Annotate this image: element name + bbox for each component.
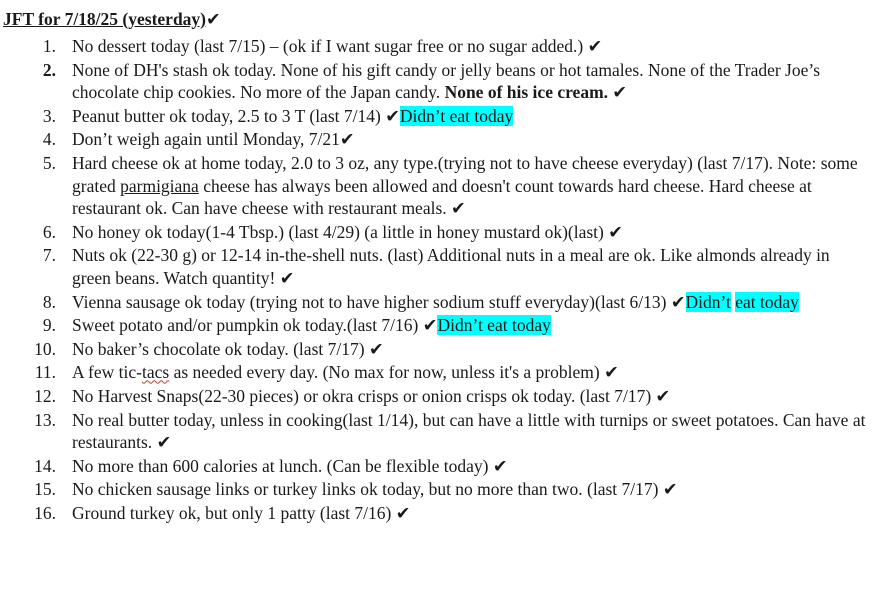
list-item-1: [0, 35, 872, 59]
item-number: 7.: [42, 245, 56, 266]
item-text: No Harvest Snaps(22-30 pieces) or okra crisps or onion crisps ok today. (last 7/17): [72, 385, 652, 406]
list-item-9: [0, 314, 872, 338]
check-icon: ✔: [385, 106, 400, 127]
item-number: 8.: [42, 291, 56, 312]
check-icon: ✔: [368, 339, 384, 360]
check-icon: ✔: [655, 386, 671, 407]
spellcheck-word: tacs: [141, 362, 170, 383]
item-text: No chicken sausage links or turkey links ok today, but no more than two. (last 7/17): [72, 479, 659, 500]
item-number: 9.: [42, 315, 56, 336]
item-text: Sweet potato and/or pumpkin ok today.(last 7/16): [72, 315, 419, 336]
check-icon: ✔: [604, 363, 619, 384]
list-item-8: [0, 291, 872, 315]
underlined-word: parmigiana: [120, 175, 199, 196]
check-icon: ✔: [492, 456, 508, 477]
list-item-13: [0, 409, 872, 455]
item-text: No honey ok today(1-4 Tbsp.) (last 4/29) (a little in honey mustard ok)(last): [72, 221, 604, 242]
item-number: 11.: [34, 362, 56, 383]
item-number: 3.: [42, 105, 56, 126]
item-number: 14.: [34, 455, 56, 476]
item-number: 5.: [42, 152, 56, 173]
check-icon: ✔: [587, 37, 603, 57]
highlight-note: Didn’t: [685, 291, 731, 312]
item-text: No dessert today (last 7/15) – (ok if I want sugar free or no sugar added.): [72, 36, 584, 56]
item-number: 1.: [42, 36, 56, 56]
item-text: None of DH's stash ok today. None of his gift candy or jelly beans or hot tamales. None of the Trader Joe’s chocolate chip cookies. No more of the Japan candy.: [72, 59, 821, 103]
item-number: 2.: [42, 59, 56, 80]
item-number: 13.: [34, 409, 56, 430]
item-text: Vienna sausage ok today (trying not to have higher sodium stuff everyday)(last 6/13): [72, 291, 667, 312]
item-number: 4.: [42, 129, 56, 150]
item-text: No baker’s chocolate ok today. (last 7/17): [72, 338, 365, 359]
list-item-2: [0, 59, 872, 105]
title-text: JFT for 7/18/25 (yesterday): [3, 9, 207, 29]
item-number: 6.: [42, 221, 56, 242]
item-number: 16.: [34, 502, 56, 523]
title-check-icon: ✔: [206, 10, 221, 30]
item-text: as needed every day. (No max for now, unless it's a problem): [173, 362, 600, 383]
highlight-note: Didn’t eat today: [437, 315, 551, 336]
list-item-16: [0, 502, 872, 526]
list-item-6: [0, 221, 872, 245]
check-icon: ✔: [156, 433, 172, 454]
check-icon: ✔: [451, 199, 466, 220]
check-icon: ✔: [662, 480, 678, 501]
check-icon: ✔: [612, 83, 628, 104]
list-item-14: [0, 455, 872, 479]
list-item-15: [0, 478, 872, 502]
check-icon: ✔: [395, 503, 411, 524]
highlight-note: Didn’t eat today: [399, 105, 514, 126]
item-text: No more than 600 calories at lunch. (Can be flexible today): [72, 455, 489, 476]
item-text: A few tic-: [72, 362, 142, 383]
check-icon: ✔: [279, 268, 295, 289]
item-text: Don’t weigh again until Monday, 7/21: [72, 129, 340, 150]
item-text: No real butter today, unless in cooking(last 1/14), but can have a little with turnips or sweet potatoes. Can have at restaurants.: [72, 409, 866, 453]
item-text: cheese has always been allowed and doesn't count towards hard cheese. Hard cheese at restaurant ok. Can have cheese with restaurant meals.: [72, 175, 812, 219]
list-item-5: [0, 152, 872, 221]
item-text: Hard cheese ok at home today, 2.0 to 3 oz, any type.(trying not to have cheese everyday) (last 7/17). Note: some grated: [72, 152, 858, 196]
check-icon: ✔: [339, 130, 355, 151]
item-number: 10.: [34, 338, 56, 359]
list-item-7: [0, 244, 872, 290]
item-number: 15.: [34, 479, 56, 500]
list-item-3: [0, 105, 872, 129]
check-icon: ✔: [608, 222, 623, 243]
highlight-note-cont: eat today: [735, 291, 799, 312]
item-text: Nuts ok (22-30 g) or 12-14 in-the-shell nuts. (last) Additional nuts in a meal are ok. Like almonds already in green beans. Watch quantity!: [72, 245, 830, 288]
rules-list: [0, 35, 887, 525]
list-item-4: [0, 128, 872, 152]
list-item-11: [0, 361, 872, 385]
check-icon: ✔: [670, 292, 686, 313]
list-item-12: [0, 385, 872, 409]
page-title: [3, 8, 221, 31]
item-bold-text: None of his ice cream.: [444, 82, 609, 103]
item-number: 12.: [34, 385, 56, 406]
item-text: Peanut butter ok today, 2.5 to 3 T (last 7/14): [72, 105, 381, 126]
item-text: Ground turkey ok, but only 1 patty (last 7/16): [72, 502, 392, 523]
list-item-10: [0, 338, 872, 362]
check-icon: ✔: [422, 316, 438, 337]
